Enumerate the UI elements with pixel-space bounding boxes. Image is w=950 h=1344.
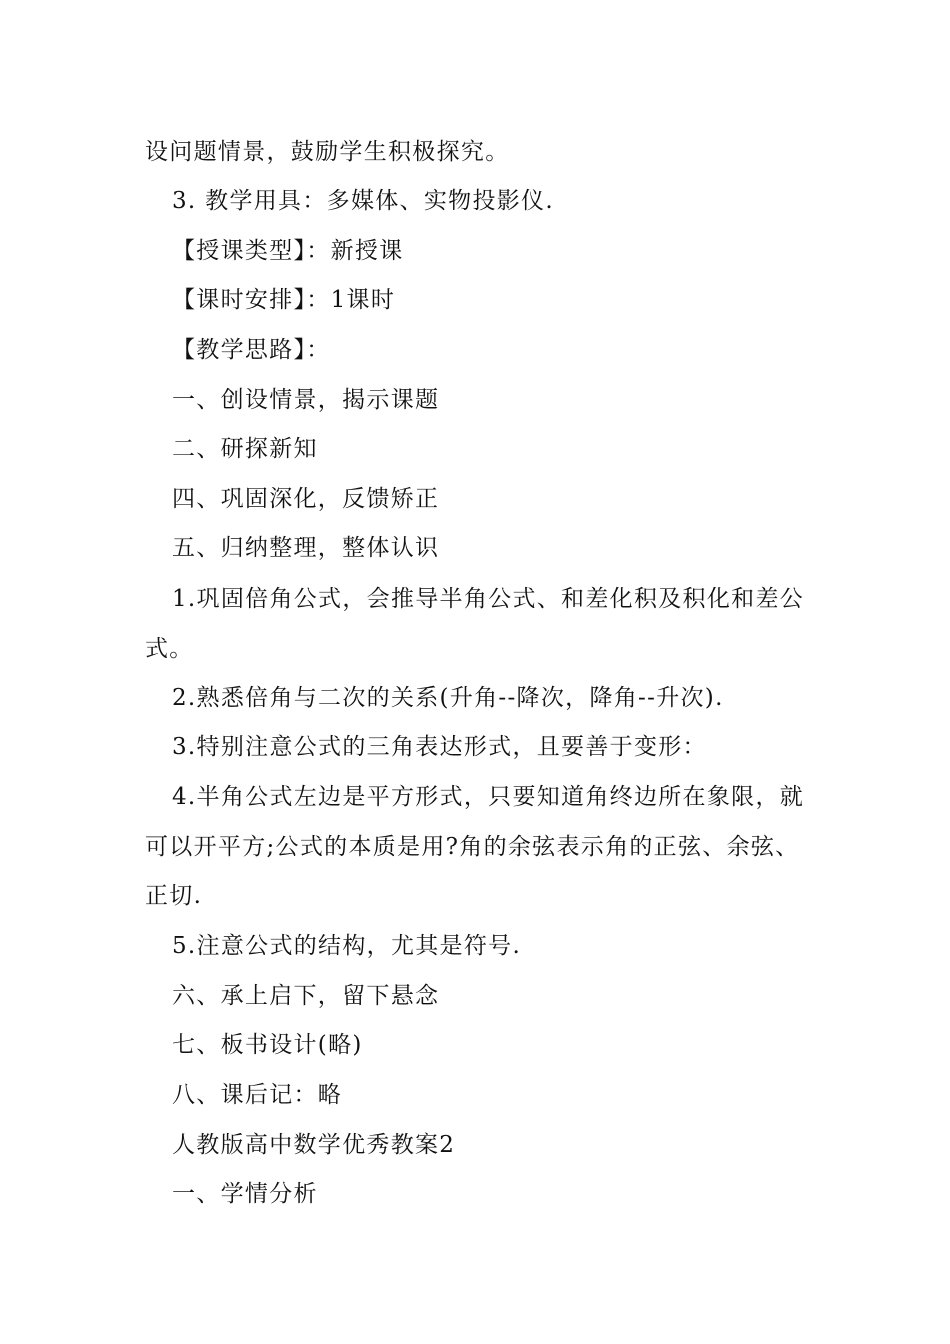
section-heading-6: 六、承上启下，留下悬念	[172, 983, 440, 1009]
section-heading-4: 四、巩固深化，反馈矫正	[172, 486, 440, 512]
paragraph-class-hours: 【课时安排】：1课时	[172, 287, 396, 313]
list-item-5: 5.注意公式的结构，尤其是符号.	[172, 933, 522, 959]
section-heading-7: 七、板书设计(略)	[172, 1032, 363, 1058]
list-item-4: 4.半角公式左边是平方形式，只要知道角终边所在象限，就可以开平方;公式的本质是用?角的余弦表示角的正弦、余弦、正切.	[145, 784, 805, 909]
section-heading-2: 二、研探新知	[172, 436, 318, 462]
list-item-1: 1.巩固倍角公式，会推导半角公式、和差化积及积化和差公式。	[145, 586, 805, 662]
paragraph-teaching-tools: 3. 教学用具：多媒体、实物投影仪.	[172, 188, 554, 214]
document-title-2: 人教版高中数学优秀教案2	[172, 1132, 456, 1158]
paragraph-teaching-ideas: 【教学思路】：	[172, 337, 331, 363]
section-heading-analysis: 一、学情分析	[172, 1181, 318, 1207]
paragraph-continuation: 设问题情景，鼓励学生积极探究。	[145, 139, 510, 165]
paragraph-lesson-type: 【授课类型】：新授课	[172, 238, 404, 264]
section-heading-8: 八、课后记：略	[172, 1082, 343, 1108]
section-heading-1: 一、创设情景，揭示课题	[172, 387, 440, 413]
section-heading-5: 五、归纳整理，整体认识	[172, 535, 440, 561]
list-item-2: 2.熟悉倍角与二次的关系(升角--降次，降角--升次).	[172, 685, 724, 711]
list-item-3: 3.特别注意公式的三角表达形式，且要善于变形：	[172, 734, 707, 760]
